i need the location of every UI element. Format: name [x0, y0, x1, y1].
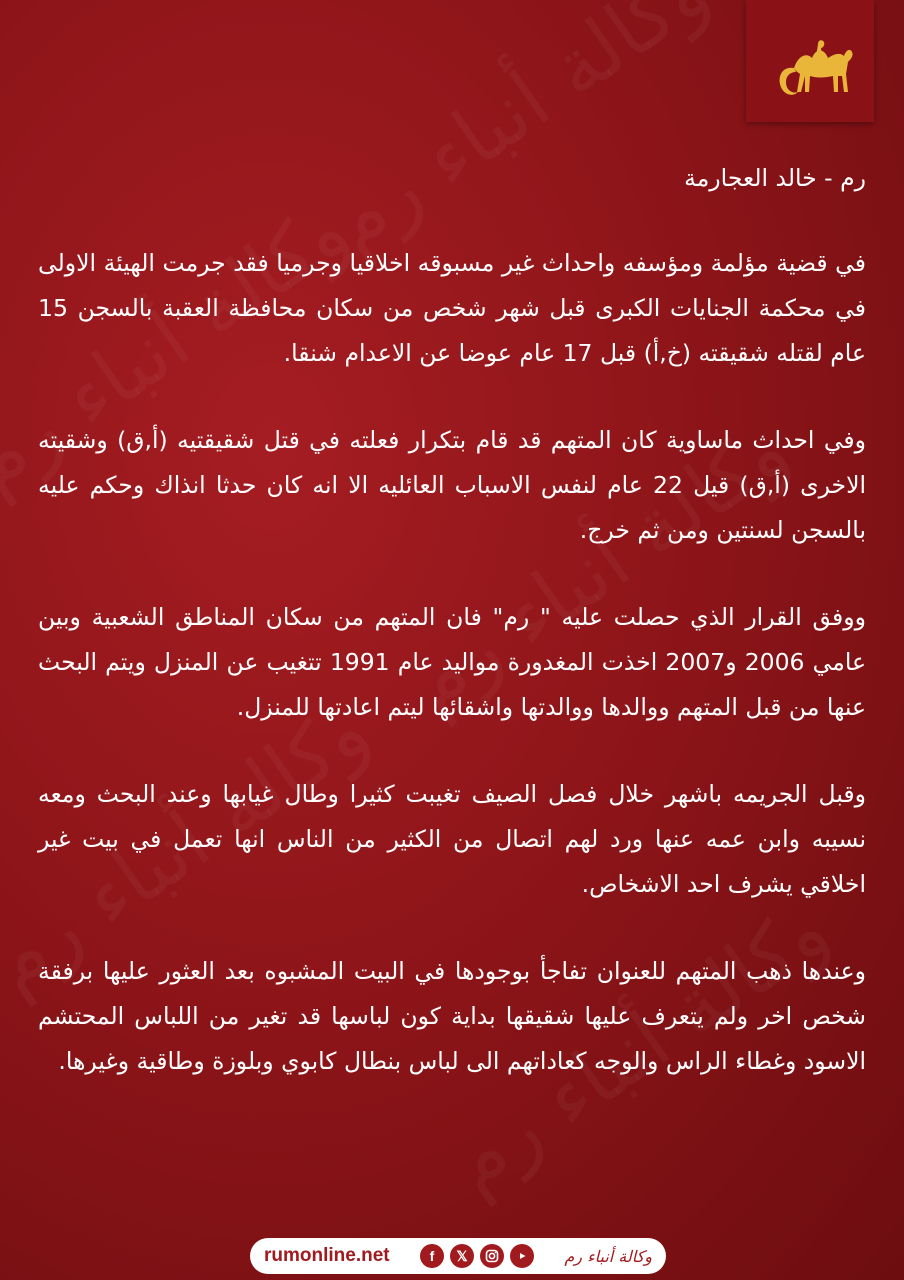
website-link[interactable]: rumonline.net: [264, 1245, 390, 1266]
article-paragraph: وقبل الجريمه باشهر خلال فصل الصيف تغيبت كثيرا وطال غيابها وعند البحث ومعه نسيبه وابن عمه عنها ورد لهم اتصال من الكثير من الناس انها تعمل في بيت غير اخلاقي يشرف احد الاشخاص.: [38, 780, 866, 898]
agency-name: وكالة أنباء رم: [564, 1246, 652, 1266]
article-paragraph: في قضية مؤلمة ومؤسفه واحداث غير مسبوقه اخلاقيا وجرميا فقد جرمت الهيئة الاولى في محكمة الجنايات الكبرى قبل شهر شخص من سكان محافظة العقبة بالسجن 15 عام لقتله شقيقته (خ,أ) قبل 17 عام عوضا عن الاعدام شنقا.: [38, 249, 866, 367]
footer-bar: [250, 1238, 666, 1274]
article-body: [38, 156, 866, 1126]
article-paragraph: وفي احداث ماساوية كان المتهم قد قام بتكرار فعلته في قتل شقيقتيه (أ,ق) وشقيته الاخرى (أ,ق) قيل 22 عام لنفس الاسباب العائليه الا انه كان حدثا انذاك وحكم عليه بالسجن لسنتين ومن ثم خرج.: [38, 426, 866, 544]
agency-logo: [746, 0, 874, 122]
facebook-icon[interactable]: f: [420, 1244, 444, 1268]
social-links: [420, 1244, 534, 1268]
youtube-icon[interactable]: [510, 1244, 534, 1268]
x-icon[interactable]: 𝕏: [450, 1244, 474, 1268]
article-paragraph: ووفق القرار الذي حصلت عليه " رم" فان المتهم من سكان المناطق الشعبية وبين عامي 2006 و2007 اخذت المغدورة مواليد عام 1991 تتغيب عن المنزل ويتم البحث عنها من قبل المتهم ووالدها ووالدتها واشقائها ليتم اعادتها للمنزل.: [38, 603, 866, 721]
camel-rider-icon: [754, 30, 866, 110]
instagram-icon[interactable]: [480, 1244, 504, 1268]
article-paragraph: وعندها ذهب المتهم للعنوان تفاجأ بوجودها في البيت المشبوه بعد العثور عليها برفقة شخص اخر ولم يتعرف عليها شقيقها بداية كون لباسها قد تغير من اللباس المحتشم الاسود وغطاء الراس والوجه كعاداتهم الى لباس بنطال كابوي وبلوزة وطاقية وغيرها.: [38, 957, 866, 1075]
byline: رم - خالد العجارمة: [684, 164, 866, 192]
